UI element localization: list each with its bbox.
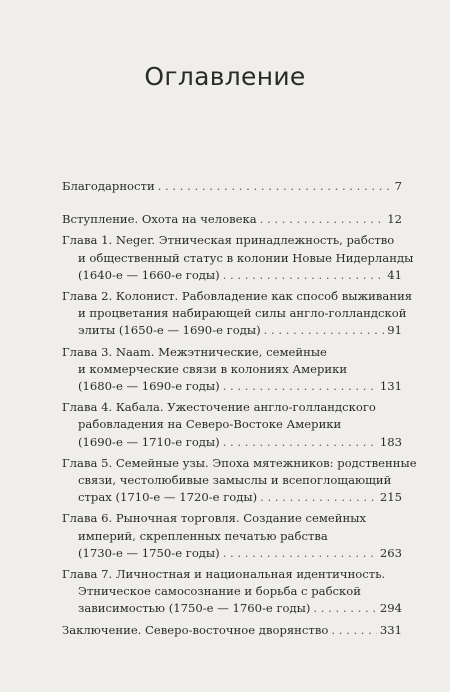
toc-entry-text: Глава 1. Neger. Этническая принадлежность, рабство: [62, 233, 395, 248]
toc-entry-text: и общественный статус в колонии Новые Нидерланды: [78, 250, 414, 265]
toc-entry-text: зависимостью (1750-е — 1760-е годы): [78, 601, 311, 616]
toc-entry[interactable]: [62, 622, 402, 639]
toc-entry-text: Глава 4. Кабала. Ужесточение англо-голландского: [62, 400, 376, 415]
toc-entry-text: элиты (1650-е — 1690-е годы): [78, 323, 261, 338]
dot-leader: [313, 600, 376, 617]
dot-leader: [223, 434, 377, 451]
toc-entry-text: рабовладения на Северо-Востоке Америки: [78, 417, 342, 432]
toc-entry-text: Глава 7. Личностная и национальная идентичность.: [62, 567, 386, 582]
page-title: Оглавление: [144, 62, 306, 91]
toc-entry-last-line: [62, 545, 402, 562]
toc-entry-last-line: [62, 322, 402, 339]
toc-entry-text: Глава 2. Колонист. Рабовладение как способ выживания: [62, 289, 413, 304]
toc-entry-last-line: [62, 211, 402, 228]
toc-entry-text: Заключение. Северо-восточное дворянство: [62, 622, 329, 637]
dot-leader: [264, 322, 385, 339]
toc-entry-text: (1690-е — 1710-е годы): [78, 434, 220, 449]
toc-entry[interactable]: [62, 211, 402, 228]
toc-entry[interactable]: [62, 455, 417, 507]
dot-leader: [158, 178, 392, 195]
toc-page-number: 91: [387, 323, 402, 338]
dot-leader: [223, 545, 377, 562]
dot-leader: [223, 267, 385, 284]
toc-entry-text: связи, честолюбивые замыслы и всепоглощающий: [78, 473, 392, 488]
toc-page-number: 7: [394, 179, 402, 193]
toc-entry-text: Этническое самосознание и борьба с рабской: [78, 584, 361, 599]
toc-entry[interactable]: [62, 344, 402, 396]
dot-leader: [331, 622, 377, 639]
toc-entry-last-line: [62, 622, 402, 639]
toc-entry-text: Глава 6. Рыночная торговля. Создание семейных: [62, 511, 366, 526]
toc-entry[interactable]: [62, 288, 413, 340]
table-of-contents: [62, 178, 417, 643]
toc-entry[interactable]: [62, 232, 414, 284]
toc-entry[interactable]: [62, 566, 402, 618]
toc-entry-text: и процветания набирающей силы англо-голландской: [78, 306, 407, 321]
toc-entry-last-line: [62, 267, 402, 284]
toc-entry-text: Благодарности: [62, 179, 155, 193]
toc-page-number: 215: [379, 490, 402, 505]
toc-entry-text: Глава 3. Naam. Межэтнические, семейные: [62, 344, 327, 359]
running-header: [22, 6, 352, 16]
toc-entry[interactable]: [62, 399, 402, 451]
toc-entry[interactable]: [62, 510, 402, 562]
toc-page-number: 12: [387, 212, 402, 227]
toc-page-number: 294: [379, 601, 402, 616]
toc-entry[interactable]: [62, 178, 402, 195]
toc-page-number: 183: [379, 434, 402, 449]
dot-leader: [260, 489, 377, 506]
toc-entry-last-line: [62, 489, 402, 506]
toc-entry-text: (1730-е — 1750-е годы): [78, 545, 220, 560]
toc-entry-last-line: [62, 178, 402, 195]
toc-entry-text: (1680-е — 1690-е годы): [78, 379, 220, 394]
dot-leader: [223, 378, 377, 395]
toc-page-number: 331: [379, 622, 402, 637]
toc-entry-last-line: [62, 378, 402, 395]
toc-page-number: 41: [387, 267, 402, 282]
toc-entry-text: империй, скрепленных печатью рабства: [78, 528, 328, 543]
toc-entry-last-line: [62, 434, 402, 451]
toc-entry-last-line: [62, 600, 402, 617]
toc-entry-text: (1640-е — 1660-е годы): [78, 267, 220, 282]
toc-entry-text: страх (1710-е — 1720-е годы): [78, 490, 258, 505]
toc-page-number: 263: [379, 545, 402, 560]
toc-page-number: 131: [379, 379, 402, 394]
toc-entry-text: Глава 5. Семейные узы. Эпоха мятежников: родственные: [62, 455, 417, 470]
toc-entry-text: и коммерческие связи в колониях Америки: [78, 361, 348, 376]
dot-leader: [260, 211, 385, 228]
toc-entry-text: Вступление. Охота на человека: [62, 212, 257, 227]
